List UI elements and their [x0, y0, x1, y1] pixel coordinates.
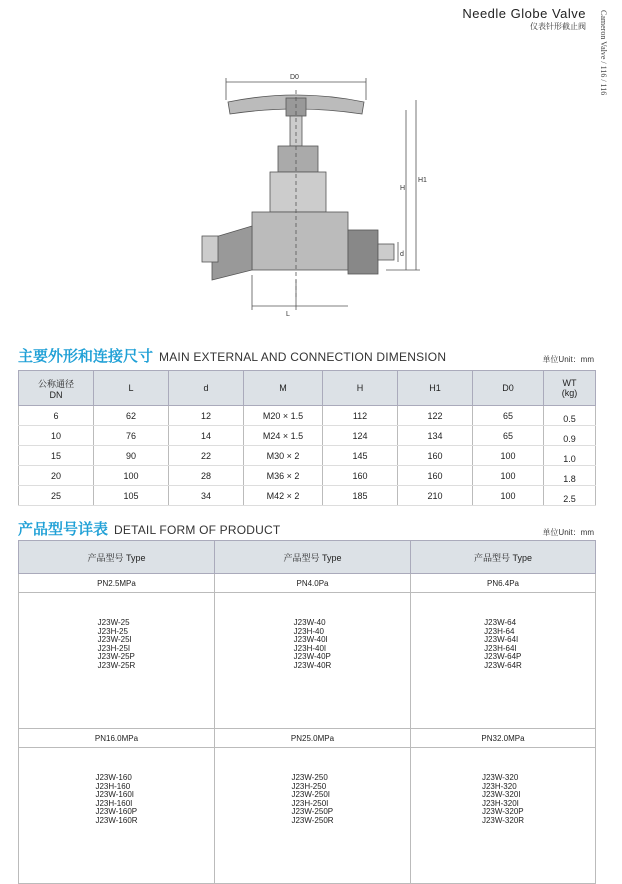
- header-type-2: 产品型号 Type: [215, 541, 411, 574]
- pressure-cell: PN32.0MPa: [411, 729, 596, 748]
- page-subtitle: 仪表针形截止阀: [530, 22, 586, 31]
- model-item: J23W-320: [481, 773, 519, 782]
- unit-label-detail: 单位Unit：mm: [542, 528, 594, 537]
- pressure-row: [19, 729, 596, 748]
- model-item: J23W-250I: [291, 790, 330, 799]
- models-cell: [19, 593, 215, 729]
- header-dn: 公称通径 DN: [19, 371, 94, 406]
- model-item: J23W-250R: [291, 815, 334, 825]
- cell-d0: 65: [473, 406, 544, 426]
- model-item: J23H-64I: [484, 643, 517, 653]
- cell-h1: 160: [398, 446, 473, 466]
- cell-dn: 10: [19, 426, 94, 446]
- models-cell: [215, 593, 411, 729]
- header-d0: D0: [473, 371, 544, 406]
- product-detail-table: [18, 540, 596, 884]
- model-item: J23H-250: [291, 781, 327, 791]
- table-row: [19, 466, 596, 486]
- table-row: [19, 446, 596, 466]
- cell-wt: 1.0: [544, 446, 596, 466]
- model-item: J23W-160I: [95, 790, 134, 799]
- pressure-cell: PN16.0MPa: [19, 729, 215, 748]
- models-cell: [411, 748, 596, 884]
- cell-l: 100: [94, 466, 169, 486]
- header-h: H: [323, 371, 398, 406]
- section-detail-title-cn: 产品型号详表: [18, 521, 109, 538]
- label-d0: D0: [290, 74, 299, 81]
- section-dimension-title: [18, 345, 446, 366]
- cell-h: 185: [323, 486, 398, 506]
- table-row: [19, 486, 596, 506]
- model-item: J23W-40R: [293, 660, 332, 670]
- model-item: J23W-40I: [293, 635, 328, 644]
- model-item: J23W-320P: [481, 807, 524, 816]
- pressure-cell: PN4.0Pa: [215, 574, 411, 593]
- cell-h: 160: [323, 466, 398, 486]
- model-item: J23W-64: [484, 618, 517, 627]
- label-l: L: [286, 311, 290, 318]
- side-page-label: Cameron Valve / 116 / 116: [599, 10, 608, 96]
- model-item: J23H-320I: [481, 798, 519, 808]
- dimension-table: [18, 370, 596, 506]
- cell-d0: 100: [473, 466, 544, 486]
- model-item: J23W-320I: [481, 790, 521, 799]
- models-cell: [19, 748, 215, 884]
- cell-h: 124: [323, 426, 398, 446]
- models-row: [19, 593, 596, 729]
- model-item: J23W-64P: [484, 652, 522, 661]
- pressure-cell: PN2.5MPa: [19, 574, 215, 593]
- models-cell: [215, 748, 411, 884]
- model-item: J23H-160: [95, 781, 131, 791]
- cell-wt: 0.9: [544, 426, 596, 446]
- section-dimension-title-cn: 主要外形和连接尺寸: [18, 348, 154, 365]
- label-h: H: [400, 185, 406, 192]
- cell-m: M36 × 2: [244, 466, 323, 486]
- header-d: d: [169, 371, 244, 406]
- model-item: J23H-64: [484, 626, 515, 636]
- model-item: J23H-40I: [293, 643, 327, 653]
- model-list: [482, 774, 524, 825]
- model-item: J23H-160I: [95, 798, 133, 808]
- label-d: d: [400, 251, 404, 258]
- model-item: J23W-160P: [95, 807, 138, 816]
- model-list: [484, 619, 522, 670]
- model-item: J23W-25: [97, 618, 130, 627]
- label-h1: H1: [418, 177, 427, 184]
- cell-l: 76: [94, 426, 169, 446]
- unit-label-dimension: 单位Unit：mm: [542, 355, 594, 364]
- cell-m: M42 × 2: [244, 486, 323, 506]
- cell-h1: 122: [398, 406, 473, 426]
- model-item: J23W-40: [293, 618, 326, 627]
- cell-dn: 6: [19, 406, 94, 426]
- cell-m: M30 × 2: [244, 446, 323, 466]
- header-wt: WT (kg): [544, 371, 596, 406]
- model-list: [294, 619, 332, 670]
- model-list: [291, 774, 333, 825]
- section-detail-title: [18, 518, 280, 539]
- model-list: [95, 774, 137, 825]
- header-type-1: 产品型号 Type: [19, 541, 215, 574]
- cell-d: 14: [169, 426, 244, 446]
- cell-m: M24 × 1.5: [244, 426, 323, 446]
- model-item: J23W-160: [95, 773, 132, 782]
- cell-d: 34: [169, 486, 244, 506]
- cell-d: 12: [169, 406, 244, 426]
- pressure-row: [19, 574, 596, 593]
- cell-d0: 65: [473, 426, 544, 446]
- page-title: Needle Globe Valve: [462, 6, 586, 21]
- table-row: [19, 406, 596, 426]
- pressure-cell: PN25.0MPa: [215, 729, 411, 748]
- cell-dn: 20: [19, 466, 94, 486]
- table-row: [19, 426, 596, 446]
- cell-m: M20 × 1.5: [244, 406, 323, 426]
- valve-technical-drawing: [190, 70, 440, 320]
- cell-wt: 2.5: [544, 486, 596, 506]
- header-h1: H1: [398, 371, 473, 406]
- header-type-3: 产品型号 Type: [411, 541, 596, 574]
- cell-l: 105: [94, 486, 169, 506]
- models-row: [19, 748, 596, 884]
- model-item: J23W-64R: [484, 660, 522, 670]
- cell-d: 28: [169, 466, 244, 486]
- model-item: J23W-250: [291, 773, 328, 782]
- model-item: J23W-25I: [97, 635, 132, 644]
- cell-h: 112: [323, 406, 398, 426]
- cell-d0: 100: [473, 486, 544, 506]
- cell-d0: 100: [473, 446, 544, 466]
- model-item: J23H-40: [293, 626, 324, 636]
- cell-d: 22: [169, 446, 244, 466]
- cell-h1: 134: [398, 426, 473, 446]
- model-item: J23W-25R: [97, 660, 136, 670]
- model-item: J23W-250P: [291, 807, 334, 816]
- cell-dn: 25: [19, 486, 94, 506]
- model-item: J23H-25: [97, 626, 128, 636]
- model-item: J23W-40P: [293, 652, 331, 661]
- cell-l: 90: [94, 446, 169, 466]
- model-item: J23H-25I: [97, 643, 131, 653]
- models-cell: [411, 593, 596, 729]
- section-dimension-title-en: MAIN EXTERNAL AND CONNECTION DIMENSION: [159, 350, 447, 364]
- section-detail-title-en: DETAIL FORM OF PRODUCT: [114, 523, 281, 537]
- cell-h: 145: [323, 446, 398, 466]
- header-l: L: [94, 371, 169, 406]
- pressure-cell: PN6.4Pa: [411, 574, 596, 593]
- cell-wt: 0.5: [544, 406, 596, 426]
- header-m: M: [244, 371, 323, 406]
- dimension-table-header: [19, 371, 596, 406]
- cell-l: 62: [94, 406, 169, 426]
- model-item: J23H-250I: [291, 798, 329, 808]
- detail-table-header: [19, 541, 596, 574]
- cell-h1: 160: [398, 466, 473, 486]
- model-item: J23W-320R: [481, 815, 525, 825]
- model-item: J23W-25P: [97, 652, 135, 661]
- model-item: J23W-64I: [484, 635, 519, 644]
- model-list: [98, 619, 136, 670]
- cell-wt: 1.8: [544, 466, 596, 486]
- model-item: J23W-160R: [95, 815, 138, 825]
- cell-h1: 210: [398, 486, 473, 506]
- cell-dn: 15: [19, 446, 94, 466]
- model-item: J23H-320: [481, 781, 517, 791]
